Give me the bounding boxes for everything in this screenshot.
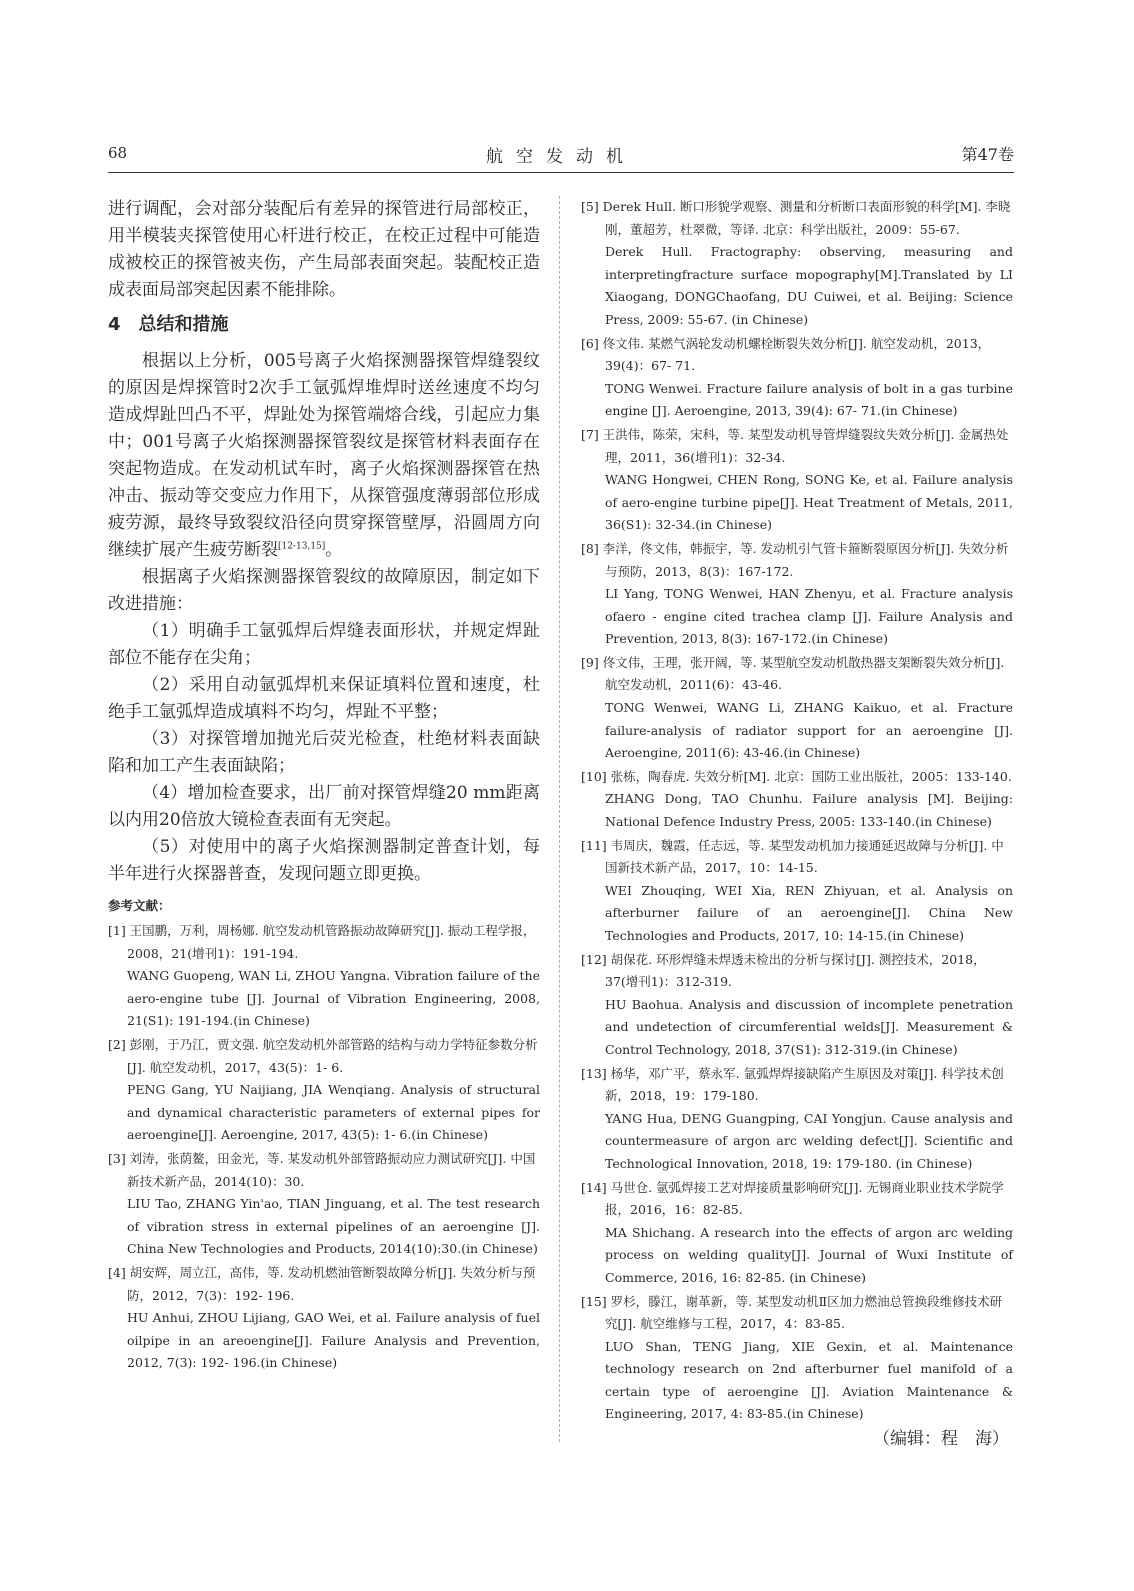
reference-item <box>581 1063 1013 1176</box>
reference-list-left <box>108 920 540 1375</box>
reference-list-right <box>581 196 1013 1426</box>
reference-zh: [5] Derek Hull. 断口形貌学观察、测量和分析断口表面形貌的科学[M]. 李晓刚，董超芳，杜翠微，等译. 北京：科学出版社，2009：55-67. <box>581 199 1011 237</box>
reference-item <box>581 835 1013 948</box>
reference-en: LI Yang, TONG Wenwei, HAN Zhenyu, et al. Fracture analysis ofaero - engine cited trachea clamp [J]. Failure Analysis and Prevention, 2013, 8(3): 167-172.(in Chinese) <box>605 586 1013 647</box>
reference-item <box>108 1148 540 1261</box>
references-heading: 参考文献： <box>108 898 171 913</box>
reference-zh: [8] 李洋，佟文伟，韩振宇，等. 发动机引气管卡箍断裂原因分析[J]. 失效分析与预防，2013，8(3)：167-172. <box>581 540 1009 579</box>
measure-item-1: （1）明确手工氩弧焊后焊缝表面形状，并规定焊趾部位不能存在尖角； <box>108 621 540 668</box>
reference-item <box>581 949 1013 1062</box>
reference-en: LIU Tao, ZHANG Yin'ao, TIAN Jinguang, et al. The test research of vibration stress in external pipelines of an aeroengine [J]. China New Technologies and Products, 2014(10):30.(in Chinese) <box>127 1196 540 1257</box>
paragraph-analysis-text: 根据以上分析，005号离子火焰探测器探管焊缝裂纹的原因是焊探管时2次手工氩弧焊堆焊时送丝速度不均匀造成焊趾凹凸不平，焊趾处为探管端熔合线，引起应力集中；001号离子火焰探测器探管裂纹是探管材料表面存在突起物造成。在发动机试车时，离子火焰探测器探管在热冲击、振动等交变应力作用下，从探管强度薄弱部位形成疲劳源，最终导致裂纹沿径向贯穿探管壁厚，沿圆周方向继续扩展产生疲劳断裂 <box>108 351 540 560</box>
reference-en: WANG Hongwei, CHEN Rong, SONG Ke, et al. Failure analysis of aero-engine turbine pipe[J]. Heat Treatment of Metals, 2011, 36(S1): 32-34.(in Chinese) <box>605 472 1013 533</box>
reference-zh: [4] 胡安辉，周立江，高伟，等. 发动机燃油管断裂故障分析[J]. 失效分析与预防，2012，7(3)：192- 196. <box>108 1264 536 1303</box>
reference-item <box>108 1262 540 1375</box>
paragraph-intro: 进行调配，会对部分装配后有差异的探管进行局部校正，用半模装夹探管使用心杆进行校正，在校正过程中可能造成被校正的探管被夹伤，产生局部表面突起。装配校正造成表面局部突起因素不能排除。 <box>108 199 540 300</box>
reference-zh: [9] 佟文伟，王理，张开阔，等. 某型航空发动机散热器支架断裂失效分析[J]. 航空发动机，2011(6)：43-46. <box>581 654 1005 693</box>
reference-zh: [14] 马世仓. 氩弧焊接工艺对焊接质量影响研究[J]. 无锡商业职业技术学院学报，2016，16：82-85. <box>581 1179 1004 1218</box>
paragraph-analysis-end: 。 <box>325 540 343 560</box>
reference-zh: [2] 彭刚，于乃江，贾文强. 航空发动机外部管路的结构与动力学特征参数分析[J]. 航空发动机，2017，43(5)：1- 6. <box>108 1036 538 1075</box>
paragraph-analysis <box>108 348 540 564</box>
reference-en: YANG Hua, DENG Guangping, CAI Yongjun. Cause analysis and countermeasure of argon arc welding defect[J]. Scientific and Technological Innovation, 2018, 19: 179-180. (in Chinese) <box>605 1110 1013 1171</box>
reference-item <box>581 766 1013 834</box>
reference-en: WEI Zhouqing, WEI Xia, REN Zhiyuan, et al. Analysis on afterburner failure of an aeroengine[J]. China New Technologies and Products, 2017, 10: 14-15.(in Chinese) <box>605 882 1013 943</box>
reference-en: HU Baohua. Analysis and discussion of incomplete penetration and undetection of circumferential welds[J]. Measurement & Control Technology, 2018, 37(S1): 312-319.(in Chinese) <box>605 996 1013 1057</box>
reference-item <box>581 1291 1013 1427</box>
citation: [12-13,15] <box>278 541 326 552</box>
reference-en: TONG Wenwei. Fracture failure analysis of bolt in a gas turbine engine [J]. Aeroengine, 2013, 39(4): 67- 71.(in Chinese) <box>605 380 1013 419</box>
reference-en: TONG Wenwei, WANG Li, ZHANG Kaikuo, et al. Fracture failure-analysis of radiator support for an aeroengine [J]. Aeroengine, 2011(6): 43-46.(in Chinese) <box>605 700 1013 761</box>
reference-zh: [3] 刘涛，张荫鳌，田金光，等. 某发动机外部管路振动应力测试研究[J]. 中国新技术新产品，2014(10)：30. <box>108 1150 536 1189</box>
reference-zh: [6] 佟文伟. 某燃气涡轮发动机螺栓断裂失效分析[J]. 航空发动机，2013，39(4)：67- 71. <box>581 335 991 374</box>
left-column <box>108 196 540 1376</box>
reference-zh: [12] 胡保花. 环形焊缝未焊透未检出的分析与探讨[J]. 测控技术，2018，37(增刊1)：312-319. <box>581 951 986 990</box>
reference-zh: [1] 王国鹏，万利，周杨娜. 航空发动机管路振动故障研究[J]. 振动工程学报，2008，21(增刊1)：191-194. <box>108 923 536 961</box>
reference-en: Derek Hull. Fractography: observing, measuring and interpretingfracture surface mopography[M].Translated by LI Xiaogang, DONGChaofang, DU Cuiwei, et al. Beijing: Science Press, 2009: 55-67. (in Chinese) <box>605 244 1013 327</box>
reference-item <box>581 424 1013 537</box>
reference-item <box>108 1034 540 1147</box>
page-number: 68 <box>108 144 128 162</box>
reference-en: HU Anhui, ZHOU Lijiang, GAO Wei, et al. Failure analysis of fuel oilpipe in an areoengine[J]. Failure Analysis and Prevention, 2012, 7(3): 192- 196.(in Chinese) <box>127 1310 540 1371</box>
reference-en: ZHANG Dong, TAO Chunhu. Failure analysis [M]. Beijing: National Defence Industry Press, 2005: 133-140.(in Chinese) <box>605 791 1013 830</box>
reference-item <box>581 333 1013 423</box>
paragraph-measures-intro: 根据离子火焰探测器探管裂纹的故障原因，制定如下改进措施： <box>108 567 540 614</box>
editor-note: （编辑：程 海） <box>873 1429 1009 1450</box>
reference-zh: [7] 王洪伟，陈荣，宋科，等. 某型发动机导管焊缝裂纹失效分析[J]. 金属热处理，2011，36(增刊1)：32-34. <box>581 426 1009 465</box>
measure-item-2: （2）采用自动氩弧焊机来保证填料位置和速度，杜绝手工氩弧焊造成填料不均匀，焊趾不平整； <box>108 675 540 722</box>
reference-zh: [13] 杨华，邓广平，蔡永军. 氩弧焊焊接缺陷产生原因及对策[J]. 科学技术创新，2018，19：179-180. <box>581 1065 1004 1104</box>
header-rule <box>108 172 1014 173</box>
reference-item <box>108 920 540 1033</box>
reference-en: MA Shichang. A research into the effects of argon arc welding process on welding quality[J]. Journal of Wuxi Institute of Commerce, 2016, 16: 82-85. (in Chinese) <box>605 1224 1013 1285</box>
measure-item-5: （5）对使用中的离子火焰探测器制定普查计划，每半年进行火探器普查，发现问题立即更换。 <box>108 837 540 884</box>
column-divider <box>559 196 560 1442</box>
measure-item-3: （3）对探管增加抛光后荧光检查，杜绝材料表面缺陷和加工产生表面缺陷； <box>108 729 540 776</box>
reference-en: PENG Gang, YU Naijiang, JIA Wenqiang. Analysis of structural and dynamical characteristic parameters of external pipes for aeroengine[J]. Aeroengine, 2017, 43(5): 1- 6.(in Chinese) <box>127 1082 540 1143</box>
reference-zh: [15] 罗杉，滕江，谢革新，等. 某型发动机Ⅱ区加力燃油总管换段维修技术研究[J]. 航空维修与工程，2017，4：83-85. <box>581 1293 1003 1332</box>
section-heading: 4 总结和措施 <box>108 314 229 335</box>
reference-item <box>581 1177 1013 1290</box>
reference-en: WANG Guopeng, WAN Li, ZHOU Yangna. Vibration failure of the aero-engine tube [J]. Journal of Vibration Engineering, 2008, 21(S1): 191-194.(in Chinese) <box>127 968 540 1029</box>
volume-label: 第47卷 <box>961 145 1014 164</box>
reference-item <box>581 652 1013 765</box>
reference-item <box>581 196 1013 332</box>
reference-zh: [11] 韦周庆，魏霞，任志远，等. 某型发动机加力接通延迟故障与分析[J]. 中国新技术新产品，2017，10：14-15. <box>581 837 1004 876</box>
right-column <box>581 196 1013 1451</box>
page-header <box>108 140 1014 170</box>
reference-item <box>581 538 1013 651</box>
reference-en: LUO Shan, TENG Jiang, XIE Gexin, et al. Maintenance technology research on 2nd afterburner fuel manifold of a certain type of aeroengine [J]. Aviation Maintenance & Engineering, 2017, 4: 83-85.(in Chinese) <box>605 1338 1013 1422</box>
reference-zh: [10] 张栋，陶春虎. 失效分析[M]. 北京：国防工业出版社，2005：133-140. <box>581 768 1012 784</box>
journal-title: 航空发动机 <box>486 147 636 167</box>
measure-item-4: （4）增加检查要求，出厂前对探管焊缝20 mm距离以内用20倍放大镜检查表面有无突起。 <box>108 783 540 830</box>
